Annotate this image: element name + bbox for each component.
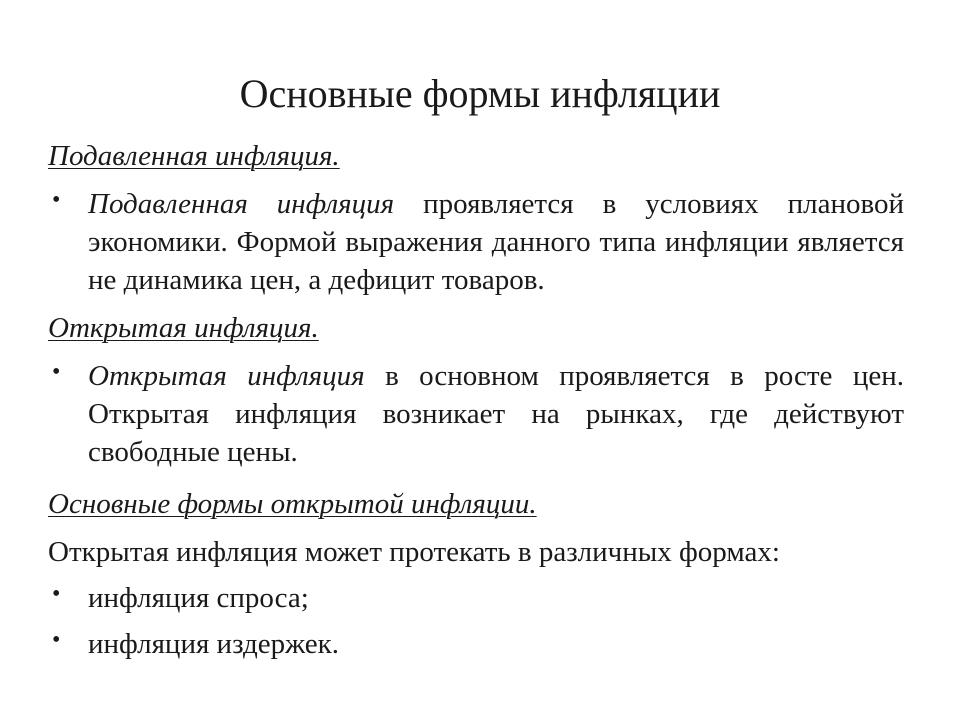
bullet-dot-icon: • — [52, 627, 61, 653]
list-item-text: инфляция издержек. — [88, 628, 339, 660]
bullet-dot-icon: • — [52, 187, 61, 213]
bullet-dot-icon: • — [52, 581, 61, 607]
bullet-suppressed-inflation — [48, 185, 904, 299]
list-item-text: инфляция спроса; — [88, 582, 309, 614]
list-item — [48, 579, 904, 617]
bullet-dot-icon: • — [52, 359, 61, 385]
bullet-term: Открытая инфляция — [88, 360, 365, 392]
open-forms-intro: Открытая инфляция может протекать в различных формах: — [48, 536, 780, 568]
heading-open-inflation-forms: Основные формы открытой инфляции. — [48, 488, 537, 520]
bullet-open-inflation — [48, 357, 904, 471]
bullet-text: проявляется в условиях плановой экономики. Формой выражения данного типа инфляции является не динамика цен, а дефицит товаров. — [88, 188, 904, 296]
slide-title: Основные формы инфляции — [239, 71, 721, 116]
bullet-text: в основном проявляется в росте цен. Открытая инфляция возникает на рынках, где действуют свободные цены. — [88, 360, 904, 468]
bullet-term: Подавленная инфляция — [88, 188, 395, 220]
list-item — [48, 625, 904, 663]
heading-open-inflation: Открытая инфляция. — [48, 312, 319, 344]
heading-suppressed-inflation: Подавленная инфляция. — [48, 140, 340, 172]
slide-content — [48, 137, 904, 671]
